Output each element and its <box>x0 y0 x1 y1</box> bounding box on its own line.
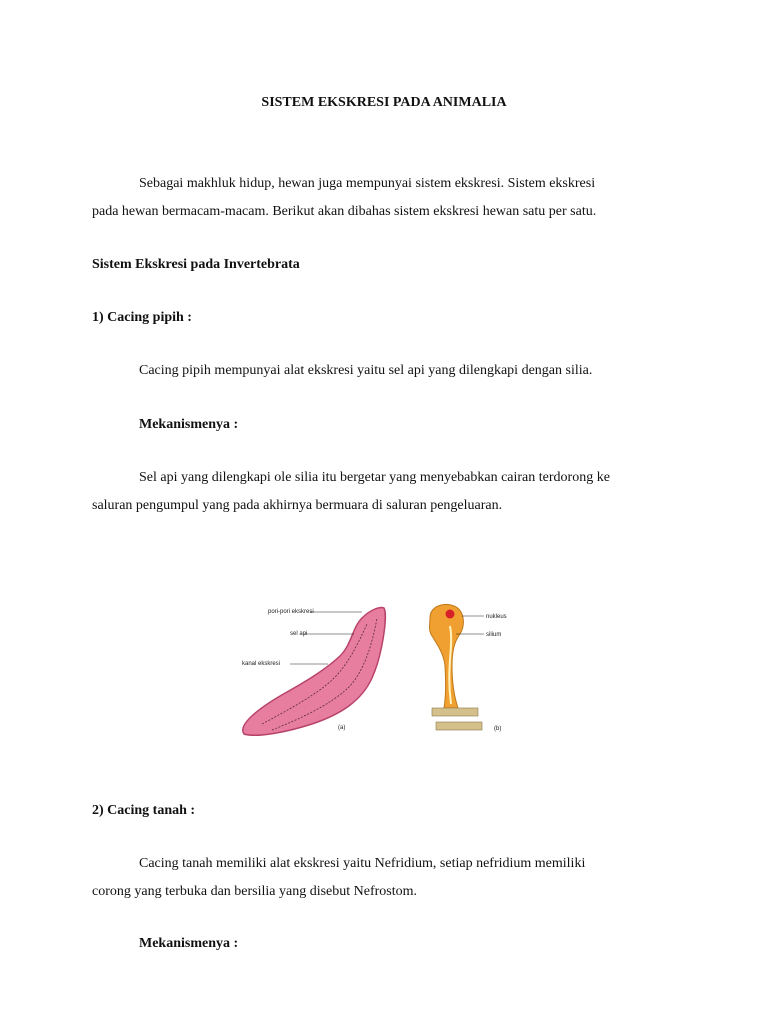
label-silium: silium <box>486 632 502 638</box>
cacing-pipih-heading: 1) Cacing pipih : <box>92 310 192 325</box>
cacing-tanah-desc-line-1: Cacing tanah memiliki alat ekskresi yaitu Nefridium, setiap nefridium memiliki <box>139 856 586 871</box>
intro-line-2: pada hewan bermacam-macam. Berikut akan dibahas sistem ekskresi hewan satu per satu. <box>92 204 597 219</box>
tubule-base <box>432 708 478 716</box>
cacing-tanah-mekanisme-label: Mekanismenya : <box>139 936 239 951</box>
page-title: SISTEM EKSKRESI PADA ANIMALIA <box>261 95 507 110</box>
intro-line-1: Sebagai makhluk hidup, hewan juga mempunyai sistem ekskresi. Sistem ekskresi <box>139 176 596 191</box>
label-sel-api: sel api <box>290 631 308 637</box>
label-nukleus: nukleus <box>486 614 507 620</box>
cacing-pipih-mekanisme-line-1: Sel api yang dilengkapi ole silia itu bergetar yang menyebabkan cairan terdorong ke <box>139 470 610 485</box>
section-heading: Sistem Ekskresi pada Invertebrata <box>92 257 300 272</box>
label-a: (a) <box>338 725 346 731</box>
tubule-base-2 <box>436 722 482 730</box>
label-kanal-ekskresi: kanal ekskresi <box>242 661 281 667</box>
cacing-tanah-desc-line-2: corong yang terbuka dan bersilia yang disebut Nefrostom. <box>92 884 418 899</box>
nucleus-dot <box>446 610 455 619</box>
cacing-pipih-mekanisme-label: Mekanismenya : <box>139 417 239 432</box>
cacing-tanah-heading: 2) Cacing tanah : <box>92 803 196 818</box>
cacing-pipih-desc: Cacing pipih mempunyai alat ekskresi yaitu sel api yang dilengkapi dengan silia. <box>139 363 593 378</box>
cacing-pipih-mekanisme-line-2: saluran pengumpul yang pada akhirnya bermuara di saluran pengeluaran. <box>92 498 503 513</box>
label-b: (b) <box>494 726 502 732</box>
flatworm-excretion-figure <box>232 596 532 746</box>
flame-cell-body <box>430 605 464 709</box>
flatworm-body <box>243 607 385 735</box>
label-pori-pori: pori-pori ekskresi <box>268 609 314 615</box>
